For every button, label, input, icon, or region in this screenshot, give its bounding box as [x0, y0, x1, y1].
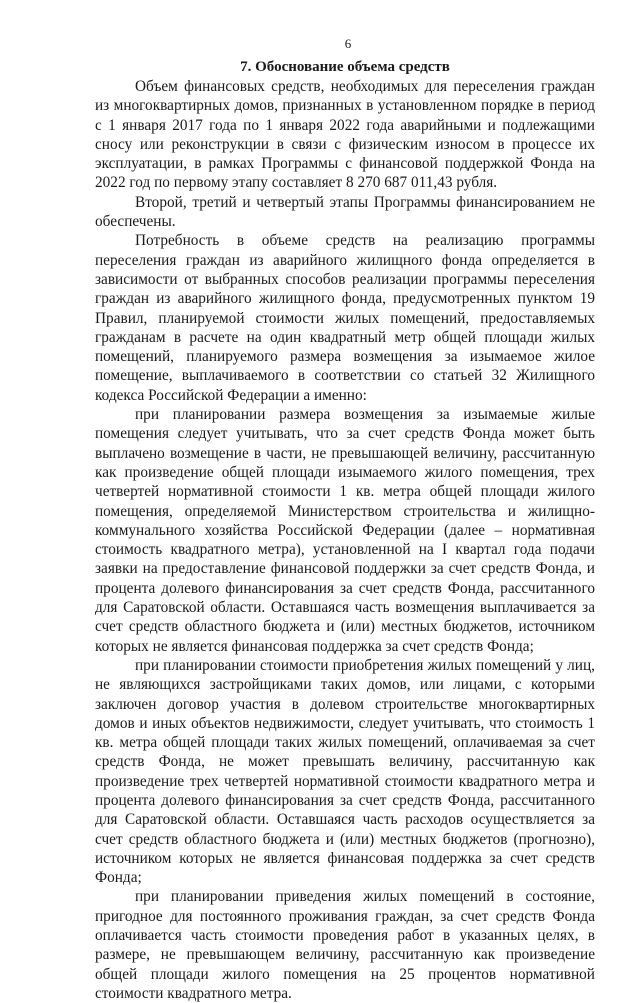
document-page [95, 36, 595, 1003]
paragraph-funding-need: Потребность в объеме средств на реализацию программы переселения граждан из аварийного жилищного фонда определяется в зависимости от выбранных способов реализации программы переселения граждан из аварийного жилищного фонда, предусмотренных пунктом 19 Правил, планируемой стоимости жилых помещений, предоставляемых гражданам в расчете на один квадратный метр общей площади жилых помещений, планируемого размера возмещения за изымаемое жилое помещение, выплачиваемого в соответствии со статьей 32 Жилищного кодекса Российской Федерации а именно: [95, 232, 595, 404]
paragraph-compensation-planning: при планировании размера возмещения за изымаемые жилые помещения следует учитывать, что за счет средств Фонда может быть выплачено возмещение в части, не превышающей величину, рассчитанную как произведение общей площади изымаемого жилого помещения, трех четвертей нормативной стоимости 1 кв. метра общей площади жилого помещения, определяемой Министерством строительства и жилищно-коммунального хозяйства Российской Федерации (далее – нормативная стоимость квадратного метра), установленной на I квартал года подачи заявки на предоставление финансовой поддержки за счет средств Фонда, и процента долевого финансирования за счет средств Фонда, рассчитанного для Саратовской области. Оставшаяся часть возмещения выплачивается за счет средств областного бюджета и (или) местных бюджетов, источником которых не является финансовая поддержка за счет средств Фонда; [95, 406, 595, 655]
page-number: 6 [344, 36, 352, 51]
section-title: 7. Обоснование объема средств [240, 59, 450, 75]
paragraph-purchase-planning: при планировании стоимости приобретения жилых помещений у лиц, не являющихся застройщиками таких домов, или лицами, с которыми заключен договор участия в долевом строительстве многоквартирных домов и иных объектов недвижимости, следует учитывать, что стоимость 1 кв. метра общей площади таких жилых помещений, оплачиваемая за счет средств Фонда, не может превышать величину, рассчитанную как произведение трех четвертей нормативной стоимости квадратного метра и процента долевого финансирования за счет средств Фонда, рассчитанного для Саратовской области. Оставшаяся часть расходов осуществляется за счет средств областного бюджета и (или) местных бюджетов (прогнозно), источником которых не является финансовая поддержка за счет средств Фонда; [95, 656, 595, 887]
paragraph-stages-unfunded: Второй, третий и четвертый этапы Программы финансированием не обеспечены. [95, 193, 595, 231]
paragraph-funding-amount: Объем финансовых средств, необходимых для переселения граждан из многоквартирных домов, признанных в установленном порядке в период с 1 января 2017 года по 1 января 2022 года аварийными и подлежащими сносу или реконструкции в связи с физическим износом в процессе их эксплуатации, в рамках Программы с финансовой поддержкой Фонда на 2022 год по первому этапу составляет 8 270 687 011,43 рубля. [95, 78, 595, 192]
paragraph-repair-planning: при планировании приведения жилых помещений в состояние, пригодное для постоянного проживания граждан, за счет средств Фонда оплачивается часть стоимости проведения работ в указанных целях, в размере, не превышающем величину, рассчитанную как произведение общей площади жилого помещения на 25 процентов нормативной стоимости квадратного метра. [95, 888, 595, 1002]
